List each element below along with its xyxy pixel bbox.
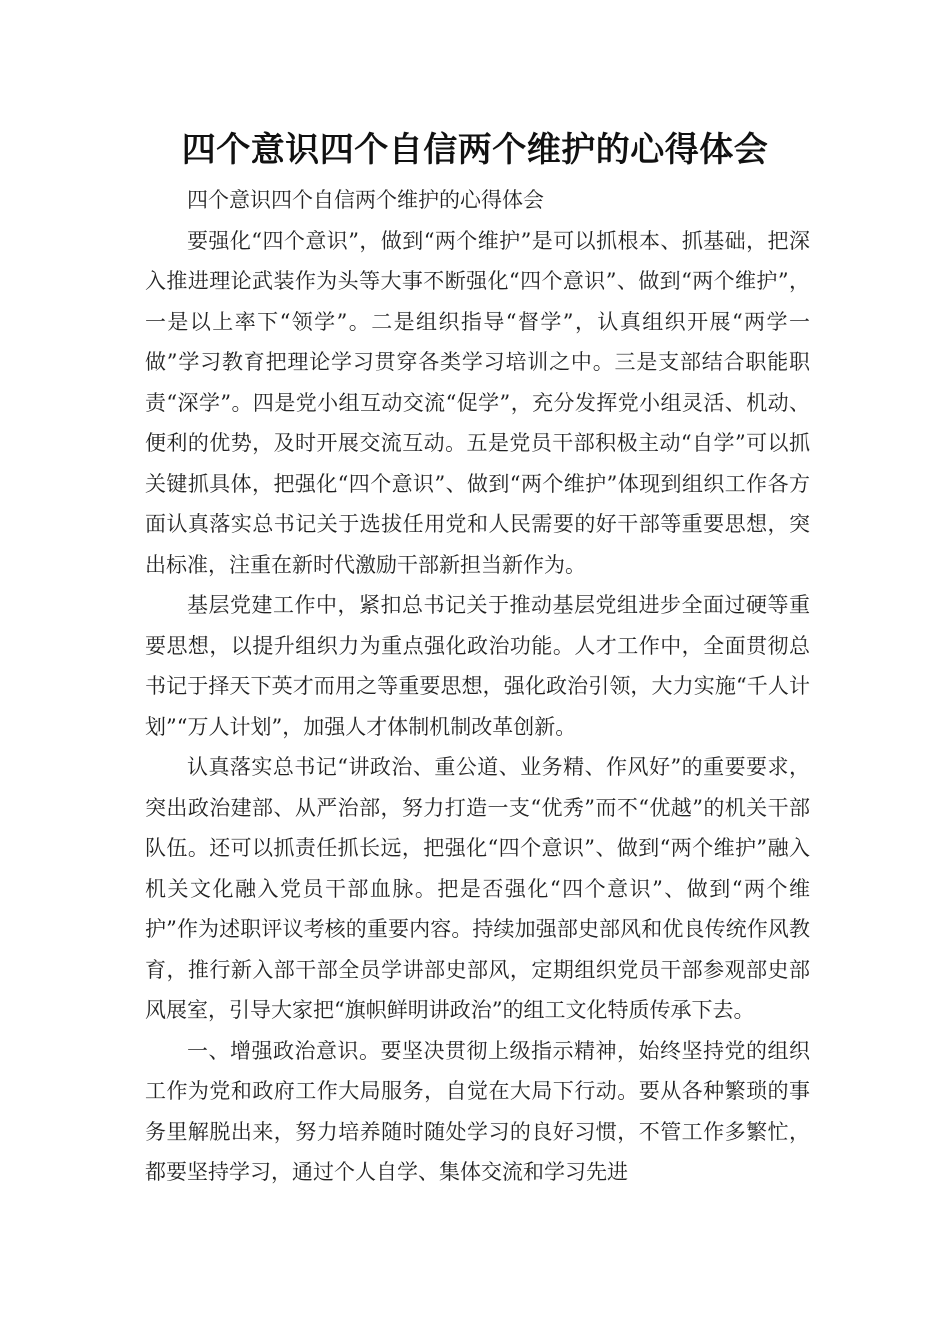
- paragraph: 要强化“四个意识”，做到“两个维护”是可以抓根本、抓基础，把深入推进理论武装作为头等大事不断强化“四个意识”、做到“两个维护”，一是以上率下“领学”。二是组织指导“督学”，认真组织开展“两学一做”学习教育把理论学习贯穿各类学习培训之中。三是支部结合职能职责“深学”。四是党小组互动交流“促学”，充分发挥党小组灵活、机动、便利的优势，及时开展交流互动。五是党员干部积极主动“自学”可以抓关键抓具体，把强化“四个意识”、做到“两个维护”体现到组织工作各方面认真落实总书记关于选拔任用党和人民需要的好干部等重要思想，突出标准，注重在新时代激励干部新担当新作为。: [145, 228, 810, 577]
- paragraph: 一、增强政治意识。要坚决贯彻上级指示精神，始终坚持党的组织工作为党和政府工作大局服务，自觉在大局下行动。要从各种繁琐的事务里解脱出来，努力培养随时随处学习的良好习惯，不管工作多繁忙，都要坚持学习，通过个人自学、集体交流和学习先进: [145, 1038, 810, 1184]
- document-body: [145, 180, 810, 1193]
- document-title: 四个意识四个自信两个维护的心得体会: [181, 130, 769, 170]
- paragraph: 基层党建工作中，紧扣总书记关于推动基层党组进步全面过硬等重要思想，以提升组织力为重点强化政治功能。人才工作中，全面贯彻总书记于择天下英才而用之等重要思想，强化政治引领，大力实施“千人计划”“万人计划”，加强人才体制机制改革创新。: [145, 593, 810, 739]
- paragraph: 认真落实总书记“讲政治、重公道、业务精、作风好”的重要要求，突出政治建部、从严治部，努力打造一支“优秀”而不“优越”的机关干部队伍。还可以抓责任抓长远，把强化“四个意识”、做到“两个维护”融入机关文化融入党员干部血脉。把是否强化“四个意识”、做到“两个维护”作为述职评议考核的重要内容。持续加强部史部风和优良传统作风教育，推行新入部干部全员学讲部史部风，定期组织党员干部参观部史部风展室，引导大家把“旗帜鲜明讲政治”的组工文化特质传承下去。: [145, 755, 810, 1022]
- paragraph-subtitle: 四个意识四个自信两个维护的心得体会: [187, 188, 544, 212]
